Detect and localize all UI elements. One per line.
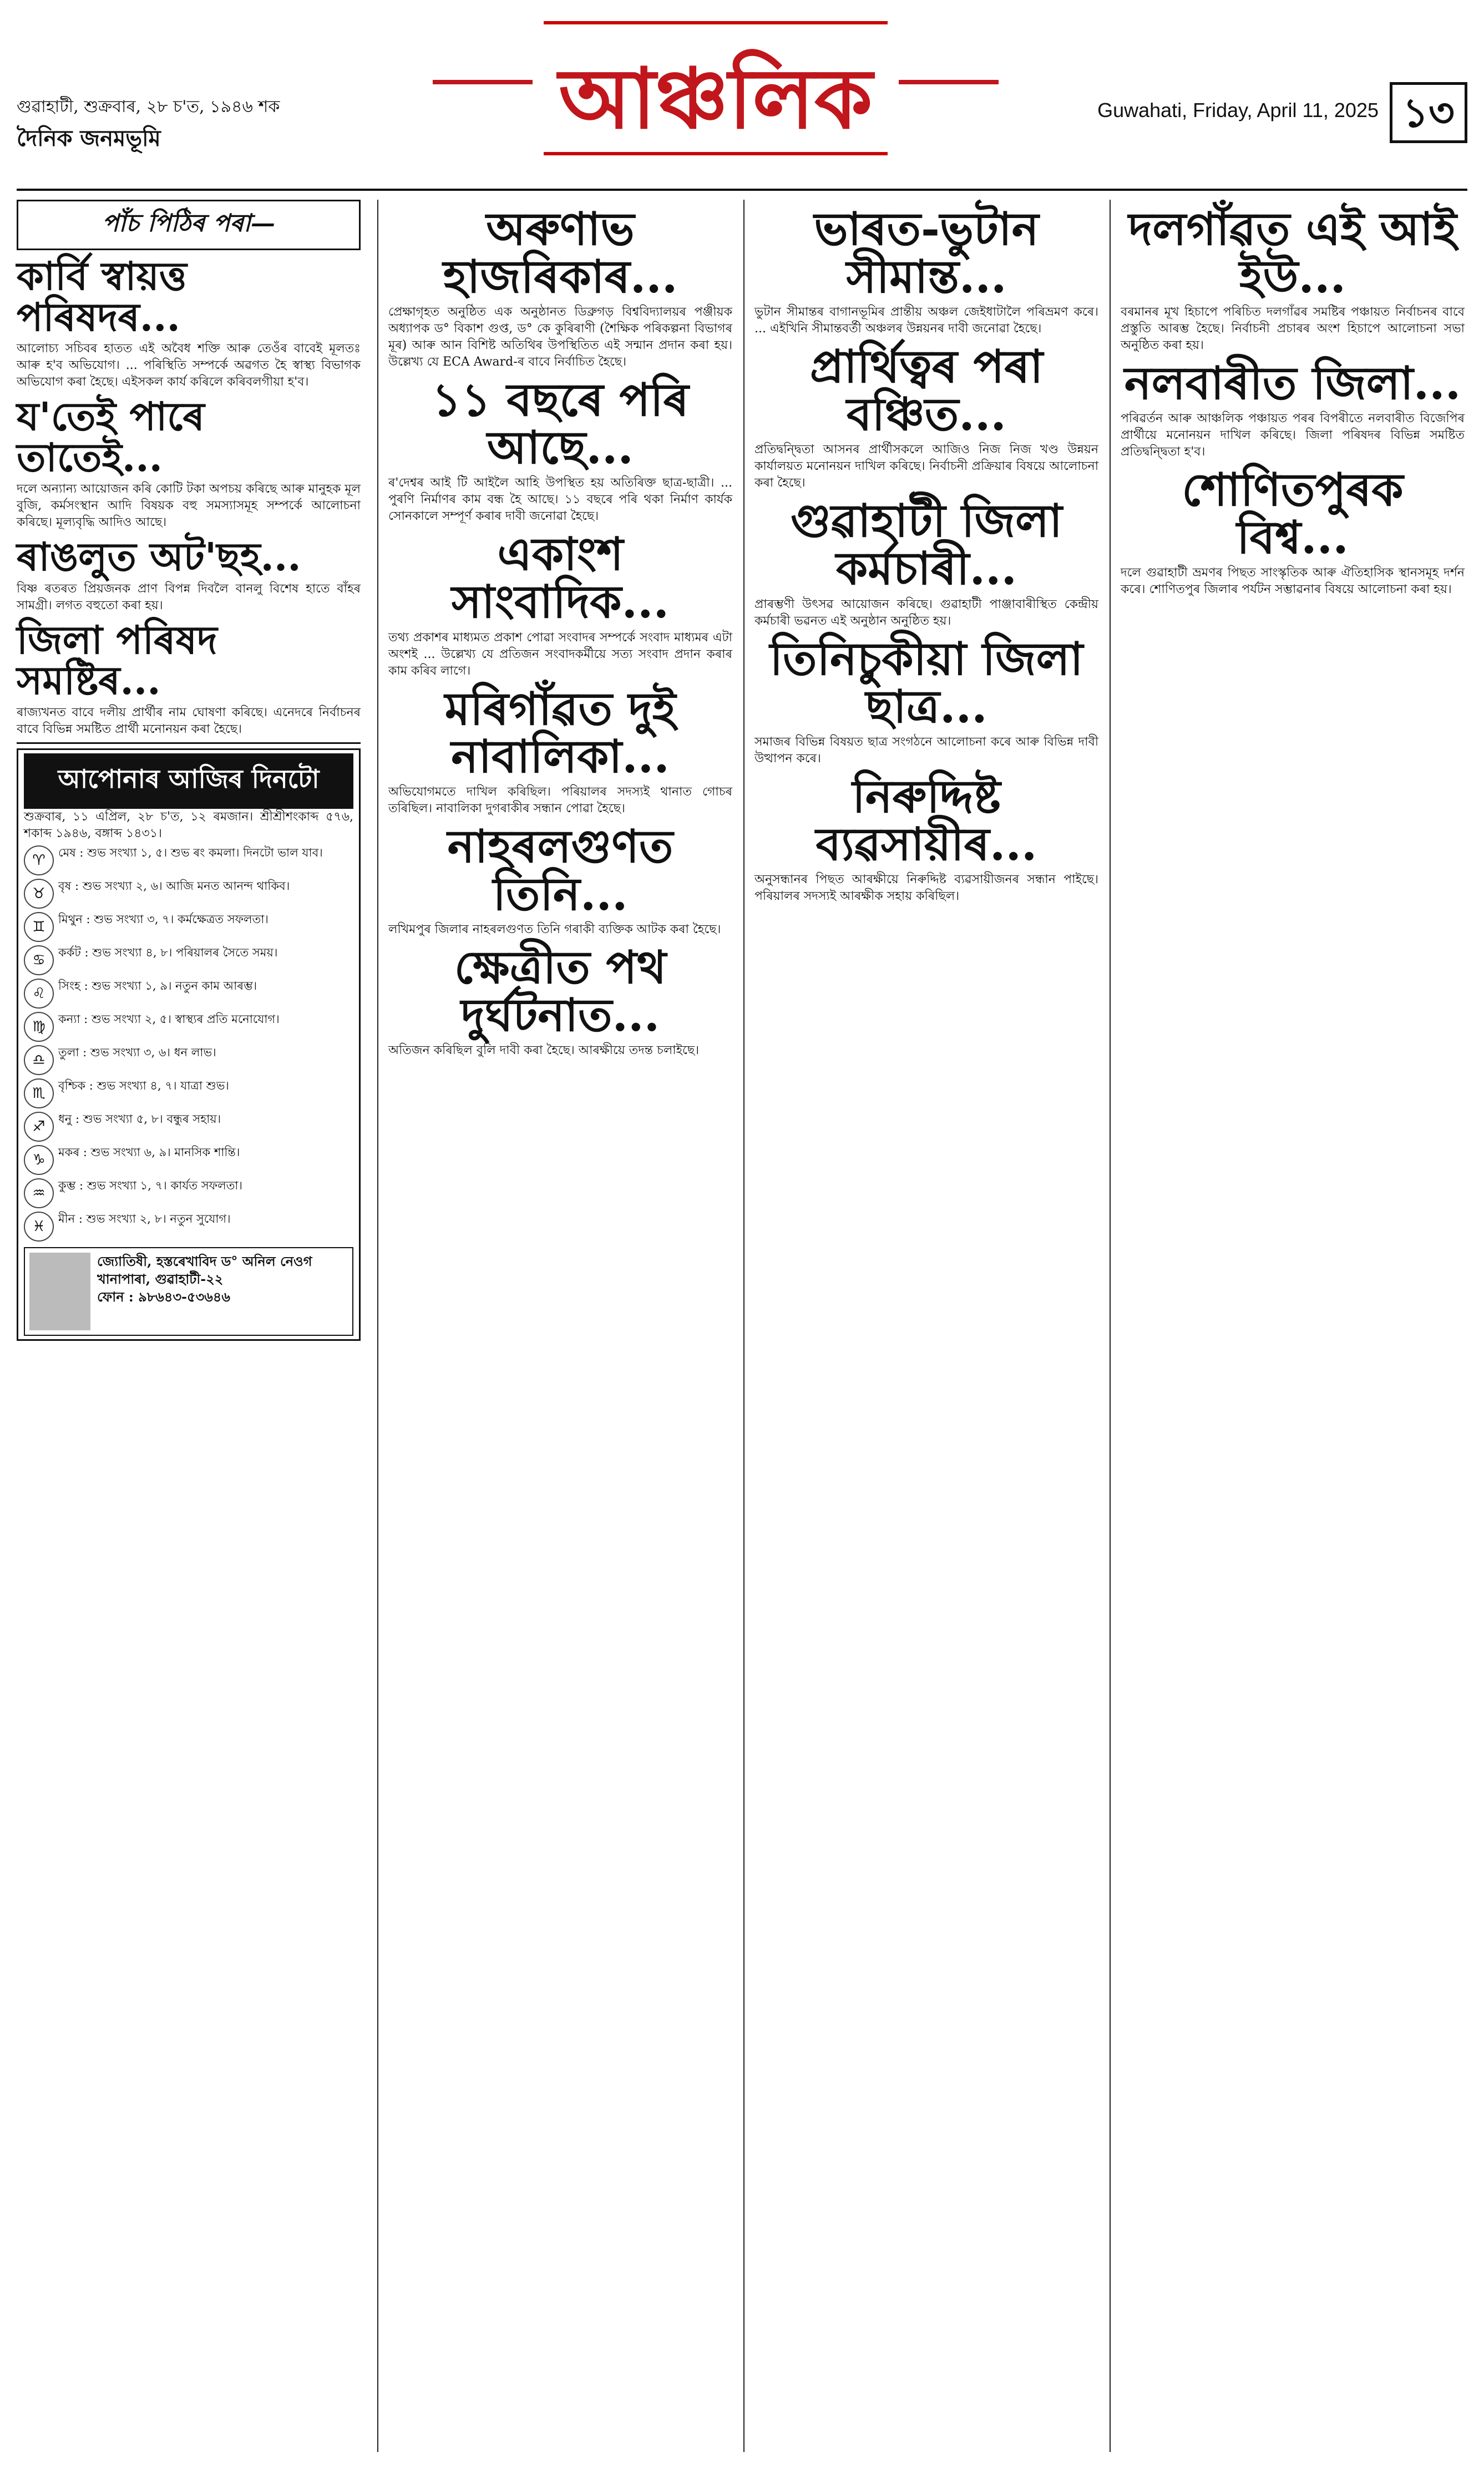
rashi-item xyxy=(24,1112,353,1142)
logo-right-ornament xyxy=(899,80,999,84)
article-tinsukia: সমাজৰ বিভিন্ন বিষয়ত ছাত্ৰ সংগঠনে আলোচনা কৰে আৰু বিভিন্ন দাবী উত্থাপন কৰে। xyxy=(754,734,1098,766)
headline-candidacy: প্ৰাৰ্থিত্বৰ পৰা বঞ্চিত... xyxy=(809,340,1044,442)
article-jotei: দলে অন্যান্য আয়োজন কৰি কোটি টকা অপচয় কৰিছে আৰু মানুহক মূল বুজি, কৰ্মসংস্থান আদি বিষয়ক বহু সমস্যাসমূহ সম্পৰ্কে আলোচনা কৰিছে। মূল্যবৃদ্ধি আদিও আছে। xyxy=(17,482,361,529)
rashi-item xyxy=(24,1045,353,1075)
zodiac-icon: ♎ xyxy=(24,1045,54,1075)
divider xyxy=(17,742,361,744)
headline-nalbari: নলবাৰীত জিলা... xyxy=(1124,357,1461,411)
rashi-item xyxy=(24,1212,353,1242)
article-missing-trader: অনুসন্ধানৰ পিছত আৰক্ষীয়ে নিৰুদ্দিষ্ট ব্যৱসায়ীজনৰ সন্ধান পাইছে। পৰিয়ালৰ সদস্যই আৰক্ষীক সহায় কৰিছিল। xyxy=(754,872,1098,903)
column-3 xyxy=(754,200,1098,905)
headline-zila-parishad: জিলা পৰিষদ সমষ্টিৰ... xyxy=(17,616,217,703)
zodiac-icon: ♒ xyxy=(24,1178,54,1208)
rashi-text: মীন : শুভ সংখ্যা ২, ৮। নতুন সুযোগ। xyxy=(58,1212,231,1225)
article-ranglu: বিষ্ণ ৰতৰত প্ৰিয়জনক প্ৰাণ বিপন্ন দিবলৈ বানলু বিশেষ হাতে বাঁহৰ সামগ্ৰী। লগত বহুতো কৰা হয়। xyxy=(17,581,361,612)
astrologer-place: খানাপাৰা, গুৱাহাটী-২২ xyxy=(97,1270,224,1287)
article-sonitpur: দলে গুৱাহাটী ভ্ৰমণৰ পিছত সাংস্কৃতিক আৰু ঐতিহাসিক স্থানসমূহ দৰ্শন কৰে। শোণিতপুৰ জিলাৰ পৰ্যটন সম্ভাৱনাৰ বিষয়ে আলোচনা কৰা হয়। xyxy=(1121,566,1465,597)
headline-ranglu: ৰাঙলুত অট'ছহ... xyxy=(17,534,301,580)
article-11-years: ৰ'দেশ্বৰ আই টি আইলৈ আহি উপস্থিত হয় অতিৰিক্ত ছাত্ৰ-ছাত্ৰী। ... পুৰণি নিৰ্মাণৰ কাম বন্ধ হৈ আছে। ১১ বছৰে পৰি থকা নিৰ্মাণ কাৰ্যক সোনকালে সম্পূৰ্ণ কৰাৰ দাবী জনোৱা হৈছে। xyxy=(388,476,732,524)
zodiac-icon: ♏ xyxy=(24,1078,54,1108)
rashi-item xyxy=(24,1178,353,1208)
rashi-text: কুম্ভ : শুভ সংখ্যা ১, ৭। কাৰ্যত সফলতা। xyxy=(58,1178,243,1192)
headline-journalists: একাংশ সাংবাদিক... xyxy=(451,528,670,629)
rashi-list xyxy=(24,845,353,1242)
masthead-right-date: Guwahati, Friday, April 11, 2025 xyxy=(1097,99,1379,121)
headline-karbi: কাৰ্বি স্বায়ত্ত পৰিষদৰ... xyxy=(17,253,187,340)
astrologer-name: জ্যোতিষী, হস্তৰেখাবিদ ড° অনিল নেওগ xyxy=(97,1253,312,1269)
headline-ghy-employees: গুৱাহাটী জিলা কৰ্মচাৰী... xyxy=(791,494,1062,596)
rashi-item xyxy=(24,879,353,909)
zodiac-icon: ♑ xyxy=(24,1145,54,1175)
rashi-text: বৃশ্চিক : শুভ সংখ্যা ৪, ৭। যাত্ৰা শুভ। xyxy=(58,1078,229,1092)
rashi-item xyxy=(24,1078,353,1108)
masthead-left-date: গুৱাহাটী, শুক্ৰবাৰ, ২৮ চ'ত, ১৯৪৬ শক xyxy=(17,97,280,116)
masthead-logo-text: আঞ্চলিক xyxy=(559,51,873,148)
rashi-item xyxy=(24,1145,353,1175)
horoscope-intro: শুক্ৰবাৰ, ১১ এপ্ৰিল, ২৮ চ'ত, ১২ ৰমজান। শ্ৰীশ্ৰীশংকাব্দ ৫৭৬, শকাব্দ ১৯৪৬, বঙ্গাব্দ ১৪৩১। xyxy=(24,809,353,840)
article-ghy-employees: প্ৰাৰম্ভণী উৎসৱ আয়োজন কৰিছে। গুৱাহাটী পাঞ্জাবাৰীস্থিত কেন্দ্ৰীয় কৰ্মচাৰী ভৱনত এই অনুষ্ঠান অনুষ্ঠিত হয়। xyxy=(754,597,1098,628)
rashi-text: কন্যা : শুভ সংখ্যা ২, ৫। স্বাস্থ্যৰ প্ৰতি মনোযোগ। xyxy=(58,1012,280,1026)
astrologer-phone: ফোন : ৯৮৬৪৩-৫৩৬৪৬ xyxy=(97,1288,230,1305)
column-2 xyxy=(388,200,732,1059)
rashi-text: কৰ্কট : শুভ সংখ্যা ৪, ৮। পৰিয়ালৰ সৈতে সময়। xyxy=(58,945,278,959)
rashi-item xyxy=(24,912,353,942)
horoscope-box xyxy=(17,748,361,1341)
zodiac-icon: ♍ xyxy=(24,1012,54,1042)
continuation-kicker: পাঁচ পিঠিৰ পৰা— xyxy=(17,200,361,250)
article-karbi: আলোচ্য সচিবৰ হাতত এই অবৈধ শক্তি আৰু তেওঁৰ বাবেই মূলতঃ আৰু হ'ব অভিযোগ। ... পৰিস্থিতি সম্পৰ্কে অৱগত হৈ স্বাস্থ্য বিভাগক অভিযোগ কৰা হৈছে। এইসকল কাৰ্য কৰিলে কৰিবলগীয়া হ'ব। xyxy=(17,342,361,389)
column-4 xyxy=(1121,200,1465,598)
rashi-text: সিংহ : শুভ সংখ্যা ১, ৯। নতুন কাম আৰম্ভ। xyxy=(58,979,257,992)
rashi-text: মিথুন : শুভ সংখ্যা ৩, ৭। কৰ্মক্ষেত্ৰত সফলতা। xyxy=(58,912,269,926)
astrologer-photo xyxy=(29,1253,90,1330)
headline-naharlagun: নাহৰলগুণত তিনি... xyxy=(447,819,673,921)
column-divider xyxy=(377,200,378,2452)
zodiac-icon: ♐ xyxy=(24,1112,54,1142)
rashi-item xyxy=(24,1012,353,1042)
astrologer-contact xyxy=(24,1247,353,1336)
masthead-rule xyxy=(17,189,1467,191)
rashi-item xyxy=(24,945,353,975)
headline-accident: ক্ষেত্ৰীত পথ দুৰ্ঘটনাত... xyxy=(454,940,667,1042)
article-zila-parishad: ৰাজ্যখনত বাবে দলীয় প্ৰাৰ্থীৰ নাম ঘোষণা কৰিছে। এনেদৰে নিৰ্বাচনৰ বাবে বিভিন্ন সমষ্টিত প্ৰাৰ্থী মনোনয়ন কৰা হৈছে। xyxy=(17,705,361,736)
masthead-left-name: দৈনিক জনমভূমি xyxy=(17,125,161,151)
page-number: ১৩ xyxy=(1390,82,1467,143)
headline-indo-bhutan: ভাৰত-ভুটান সীমান্ত... xyxy=(814,202,1039,304)
column-1 xyxy=(17,200,361,1341)
headline-jotei: য'তেই পাৰে তাতেই... xyxy=(17,393,205,480)
masthead xyxy=(17,10,1467,193)
article-indo-bhutan: ভুটান সীমান্তৰ বাগানভূমিৰ প্ৰান্তীয় অঞ্চল জেইধাটালৈ পৰিভ্ৰমণ কৰে। ... এইখিনি সীমান্তবৰ্তী অঞ্চলৰ উন্নয়নৰ দাবী জনোৱা হৈছে। xyxy=(754,305,1098,336)
rashi-text: মকৰ : শুভ সংখ্যা ৬, ৯। মানসিক শান্তি। xyxy=(58,1145,240,1159)
rashi-text: ধনু : শুভ সংখ্যা ৫, ৮। বন্ধুৰ সহায়। xyxy=(58,1112,221,1126)
article-dalgaon: বৰমানৰ মূখ হিচাপে পৰিচিত দলগাঁৱৰ সমষ্টিৰ পঞ্চায়ত নিৰ্বাচনৰ বাবে প্ৰস্তুতি আৰম্ভ হৈছে। নিৰ্বাচনী প্ৰচাৰৰ অংশ হিচাপে আলোচনা সভা অনুষ্ঠিত কৰা হয়। xyxy=(1121,305,1465,353)
logo-left-ornament xyxy=(433,80,533,84)
headline-dalgaon: দলগাঁৱত এই আই ইউ... xyxy=(1128,202,1457,304)
rashi-item xyxy=(24,845,353,875)
headline-missing-trader: নিৰুদ্দিষ্ট ব্যৱসায়ীৰ... xyxy=(816,769,1037,871)
headline-11-years: ১১ বছৰে পৰি আছে... xyxy=(432,373,689,475)
zodiac-icon: ♊ xyxy=(24,912,54,942)
rashi-item xyxy=(24,979,353,1009)
zodiac-icon: ♓ xyxy=(24,1212,54,1242)
column-divider xyxy=(743,200,744,2452)
zodiac-icon: ♈ xyxy=(24,845,54,875)
rashi-text: তুলা : শুভ সংখ্যা ৩, ৬। ধন লাভ। xyxy=(58,1045,216,1059)
rashi-text: বৃষ : শুভ সংখ্যা ২, ৬। আজি মনত আনন্দ থাকিব। xyxy=(58,879,290,893)
zodiac-icon: ♉ xyxy=(24,879,54,909)
article-journalists: তথ্য প্ৰকাশৰ মাধ্যমত প্ৰকাশ পোৱা সংবাদৰ সম্পৰ্কে সংবাদ মাধ্যমৰ এটা অংশই ... উল্লেখ্য যে প্ৰতিজন সংবাদকৰ্মীয়ে সত্য সংবাদ প্ৰদান কৰাৰ কাম কৰিব লাগে। xyxy=(388,630,732,678)
column-divider xyxy=(1110,200,1111,2452)
article-nalbari: পৰিৱৰ্তন আৰু আঞ্চলিক পঞ্চায়ত পৰৰ বিপৰীতে নলবাৰীত বিজেপিৰ প্ৰাৰ্থীয়ে মনোনয়ন দাখিল কৰিছে। জিলা পৰিষদৰ বিভিন্ন সমষ্টিত প্ৰতিদ্বন্দ্বিতা হ'ব। xyxy=(1121,412,1465,459)
article-naharlagun: লখিমপুৰ জিলাৰ নাহৰলগুণত তিনি গৰাকী ব্যক্তিক আটক কৰা হৈছে। xyxy=(388,922,721,936)
article-arunabh: প্ৰেক্ষাগৃহত অনুষ্ঠিত এক অনুষ্ঠানত ডিব্ৰুগড় বিশ্ববিদ্যালয়ৰ পঞ্জীয়ক অধ্যাপক ড° বিকাশ গুপ্ত, ড° কে কুৰিৰাণী (শৈক্ষিক পৰিকল্পনা বিভাগৰ মূৰ) আৰু আন বিশিষ্ট অতিথিৰ উপস্থিতিত এই সন্মান প্ৰদান কৰা হয়। উল্লেখ্য যে ECA Award-ৰ বাবে নিৰ্বাচিত হৈছে। xyxy=(388,305,732,369)
article-morigaon: অভিযোগমতে দাখিল কৰিছিল। পৰিয়ালৰ সদস্যই থানাত গোচৰ তৰিছিল। নাবালিকা দুগৰাকীৰ সন্ধান পোৱা হৈছে। xyxy=(388,784,732,815)
headline-sonitpur: শোণিতপুৰক বিশ্ব... xyxy=(1182,463,1404,565)
headline-arunabh: অৰুণাভ হাজৰিকাৰ... xyxy=(443,202,678,304)
article-accident: অতিজন কৰিছিল বুলি দাবী কৰা হৈছে। আৰক্ষীয়ে তদন্ত চলাইছে। xyxy=(388,1043,700,1058)
zodiac-icon: ♌ xyxy=(24,979,54,1009)
rashi-text: মেষ : শুভ সংখ্যা ১, ৫। শুভ ৰং কমলা। দিনটো ভাল যাব। xyxy=(58,845,323,859)
headline-tinsukia: তিনিচুকীয়া জিলা ছাত্ৰ... xyxy=(769,632,1083,733)
headline-morigaon: মৰিগাঁৱত দুই নাবালিকা... xyxy=(444,682,676,783)
article-candidacy: প্ৰতিদ্বন্দ্বিতা আসনৰ প্ৰাৰ্থীসকলে আজিও নিজ নিজ খণ্ড উন্নয়ন কাৰ্যালয়ত মনোনয়ন দাখিল কৰিছে। নিৰ্বাচনী প্ৰক্ৰিয়াৰ বিষয়ে আলোচনা কৰা হৈছে। xyxy=(754,443,1098,490)
masthead-logo xyxy=(544,21,888,155)
horoscope-title: আপোনাৰ আজিৰ দিনটো xyxy=(24,753,353,809)
zodiac-icon: ♋ xyxy=(24,945,54,975)
